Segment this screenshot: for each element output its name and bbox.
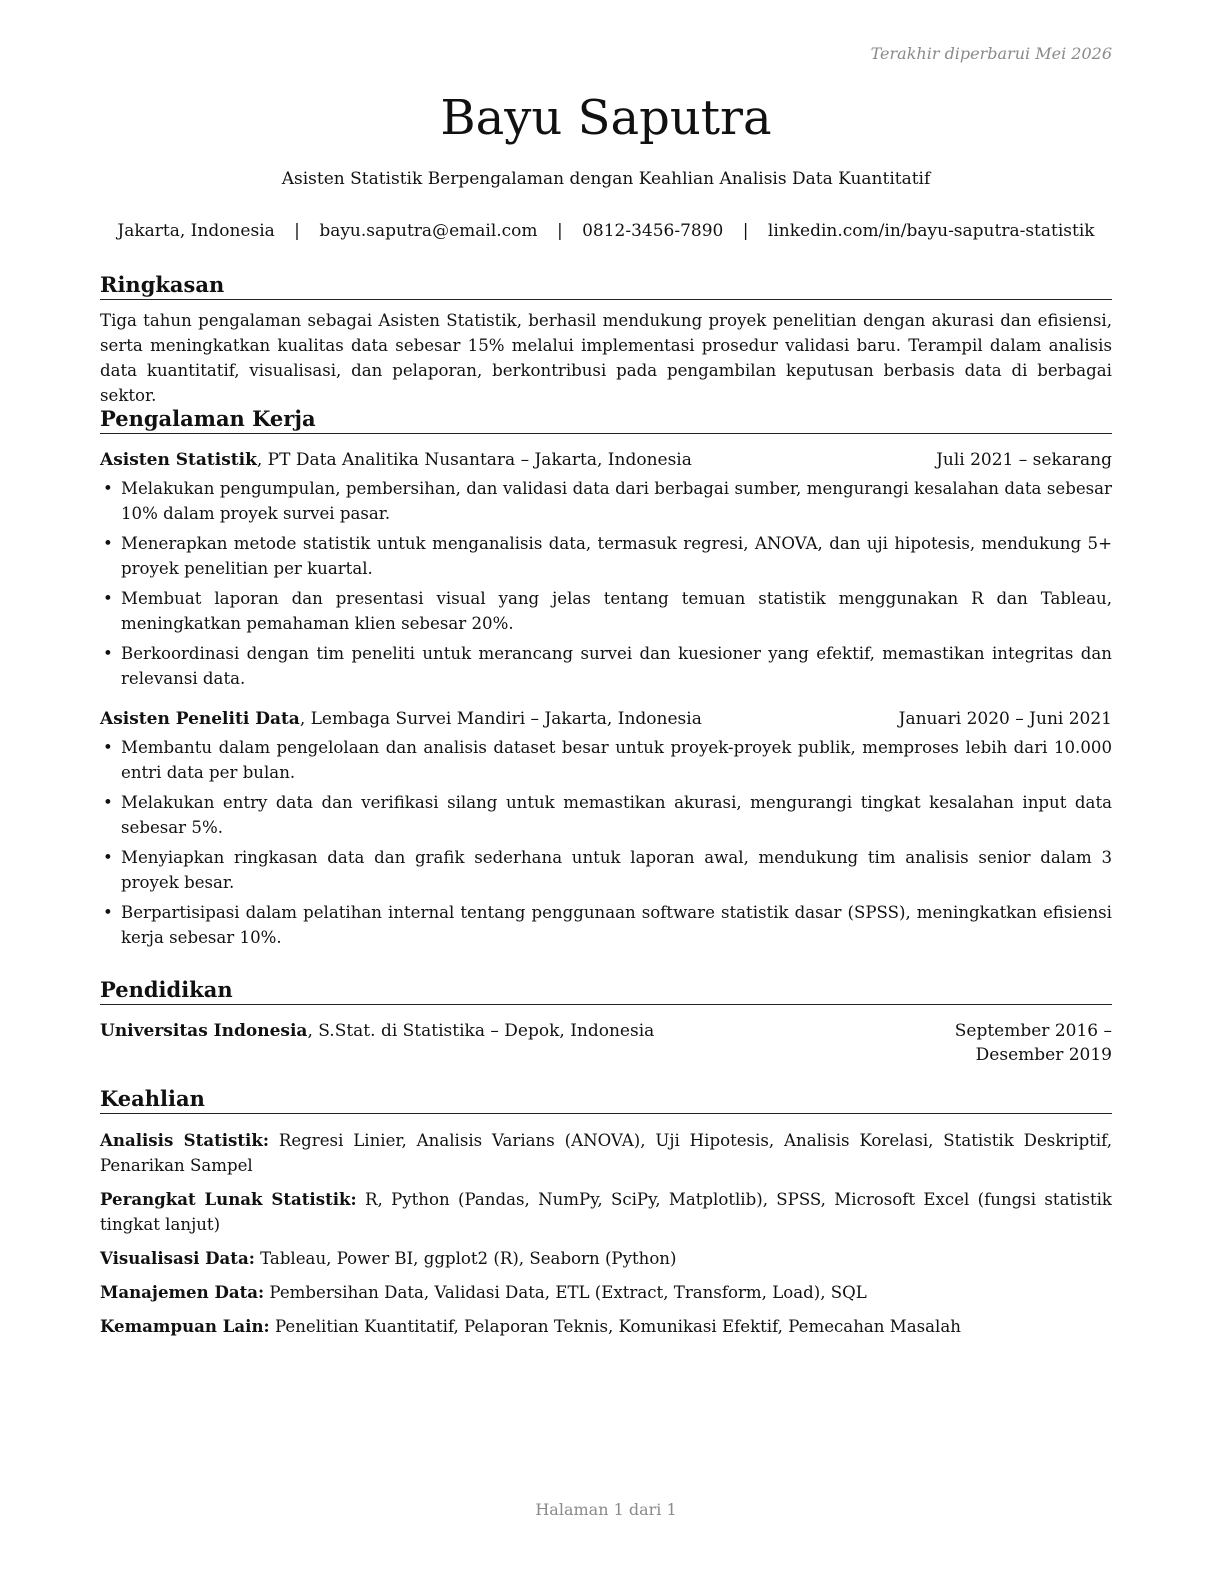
bullet-text: Menyiapkan ringkasan data dan grafik sederhana untuk laporan awal, mendukung tim analisis senior dalam 3 proyek besar. — [121, 848, 1112, 892]
job-header — [100, 707, 1112, 731]
education-detail: , S.Stat. di Statistika – Depok, Indonesia — [307, 1021, 655, 1041]
bullet-text: Berkoordinasi dengan tim peneliti untuk merancang survei dan kuesioner yang efektif, memastikan integritas dan relevansi data. — [121, 644, 1112, 688]
skill-label: Perangkat Lunak Statistik: — [100, 1189, 357, 1209]
education-school: Universitas Indonesia — [100, 1021, 308, 1041]
skill-label: Analisis Statistik: — [100, 1130, 269, 1150]
candidate-name: Bayu Saputra — [440, 90, 772, 146]
contact-separator: | — [294, 221, 300, 241]
skill-value: Penelitian Kuantitatif, Pelaporan Teknis, Komunikasi Efektif, Pemecahan Masalah — [274, 1317, 961, 1336]
skill-row — [100, 1246, 1112, 1271]
education-dates: September 2016 – Desember 2019 — [954, 1021, 1112, 1065]
skills-list — [100, 1128, 1112, 1339]
contact-separator: | — [556, 221, 563, 241]
bullet-icon: • — [103, 479, 113, 498]
job-header — [100, 448, 1112, 472]
job-bullets — [100, 735, 1112, 950]
job-organization: , PT Data Analitika Nusantara – Jakarta, Indonesia — [256, 450, 692, 470]
page-number: Halaman 1 dari 1 — [535, 1500, 677, 1519]
bullet-text: Melakukan entry data dan verifikasi silang untuk memastikan akurasi, mengurangi tingkat kesalahan input data sebesar 5%. — [121, 793, 1112, 837]
skill-row — [100, 1314, 1112, 1339]
bullet-icon: • — [103, 644, 113, 663]
section-title: Pendidikan — [100, 977, 1112, 1005]
contact-phone: 0812-3456-7890 — [582, 221, 724, 241]
job-entry — [100, 707, 1112, 950]
skill-label: Manajemen Data: — [100, 1282, 265, 1302]
skill-value: Regresi Linier, Analisis Varians (ANOVA), Uji Hipotesis, Analisis Korelasi, Statistik Deskriptif, Penarikan Sampel — [100, 1131, 1112, 1175]
bullet-icon: • — [103, 903, 113, 922]
bullet-text: Menerapkan metode statistik untuk menganalisis data, termasuk regresi, ANOVA, dan uji hipotesis, mendukung 5+ proyek penelitian per kuartal. — [121, 534, 1112, 578]
bullet-text: Membantu dalam pengelolaan dan analisis dataset besar untuk proyek-proyek publik, memproses lebih dari 10.000 entri data per bulan. — [121, 738, 1112, 782]
skill-row — [100, 1280, 1112, 1305]
headline: Asisten Statistik Berpengalaman dengan Keahlian Analisis Data Kuantitatif — [281, 169, 931, 189]
list-item — [100, 845, 1112, 895]
job-role: Asisten Peneliti Data — [100, 709, 300, 729]
skill-row — [100, 1187, 1112, 1237]
bullet-icon: • — [103, 589, 113, 608]
contact-separator: | — [742, 221, 749, 241]
last-updated-note: Terakhir diperbarui Mei 2026 — [870, 44, 1112, 63]
job-entry — [100, 448, 1112, 691]
list-item — [100, 641, 1112, 691]
bullet-icon: • — [103, 848, 113, 867]
job-title-line — [100, 707, 702, 731]
education-entry — [100, 1019, 1112, 1067]
education-title-line — [100, 1019, 654, 1067]
job-bullets — [100, 476, 1112, 691]
skill-label: Visualisasi Data: — [100, 1248, 255, 1268]
job-dates: Juli 2021 – sekarang — [936, 450, 1112, 470]
job-organization: , Lembaga Survei Mandiri – Jakarta, Indonesia — [299, 709, 702, 729]
contact-email[interactable]: bayu.saputra@email.com — [319, 221, 538, 241]
contact-linkedin[interactable]: linkedin.com/in/bayu-saputra-statistik — [767, 221, 1095, 241]
list-item — [100, 586, 1112, 636]
bullet-icon: • — [103, 738, 113, 757]
bullet-icon: • — [103, 793, 113, 812]
summary-section — [100, 272, 1112, 408]
job-title-line — [100, 448, 692, 472]
bullet-text: Melakukan pengumpulan, pembersihan, dan validasi data dari berbagai sumber, mengurangi kesalahan data sebesar 10% dalam proyek survei pasar. — [121, 479, 1112, 523]
bullet-text: Membuat laporan dan presentasi visual yang jelas tentang temuan statistik menggunakan R dan Tableau, meningkatkan pemahaman klien sebesar 20%. — [121, 589, 1112, 633]
resume-page — [100, 0, 1112, 1584]
list-item — [100, 531, 1112, 581]
skill-value: R, Python (Pandas, NumPy, SciPy, Matplotlib), SPSS, Microsoft Excel (fungsi statistik tingkat lanjut) — [100, 1190, 1112, 1234]
list-item — [100, 476, 1112, 526]
skill-label: Kemampuan Lain: — [100, 1316, 270, 1336]
section-title: Ringkasan — [100, 272, 1112, 300]
skill-row — [100, 1128, 1112, 1178]
summary-text: Tiga tahun pengalaman sebagai Asisten Statistik, berhasil mendukung proyek penelitian dengan akurasi dan efisiensi, serta meningkatkan kualitas data sebesar 15% melalui implementasi prosedur validasi baru. Terampil dalam analisis data kuantitatif, visualisasi, dan pelaporan, berkontribusi pada pengambilan keputusan berbasis data di berbagai sektor. — [100, 311, 1112, 405]
skills-section — [100, 1086, 1112, 1348]
skill-value: Pembersihan Data, Validasi Data, ETL (Extract, Transform, Load), SQL — [269, 1283, 867, 1302]
bullet-text: Berpartisipasi dalam pelatihan internal tentang penggunaan software statistik dasar (SPSS), meningkatkan efisiensi kerja sebesar 10%. — [121, 903, 1112, 947]
list-item — [100, 790, 1112, 840]
skill-value: Tableau, Power BI, ggplot2 (R), Seaborn (Python) — [260, 1249, 677, 1268]
experience-section — [100, 406, 1112, 955]
section-title: Pengalaman Kerja — [100, 406, 1112, 434]
job-role: Asisten Statistik — [100, 450, 257, 470]
section-title: Keahlian — [100, 1086, 1112, 1114]
contact-line — [90, 219, 1122, 243]
list-item — [100, 735, 1112, 785]
list-item — [100, 900, 1112, 950]
contact-location: Jakarta, Indonesia — [117, 221, 275, 241]
bullet-icon: • — [103, 534, 113, 553]
job-dates: Januari 2020 – Juni 2021 — [898, 709, 1112, 729]
education-section — [100, 977, 1112, 1067]
